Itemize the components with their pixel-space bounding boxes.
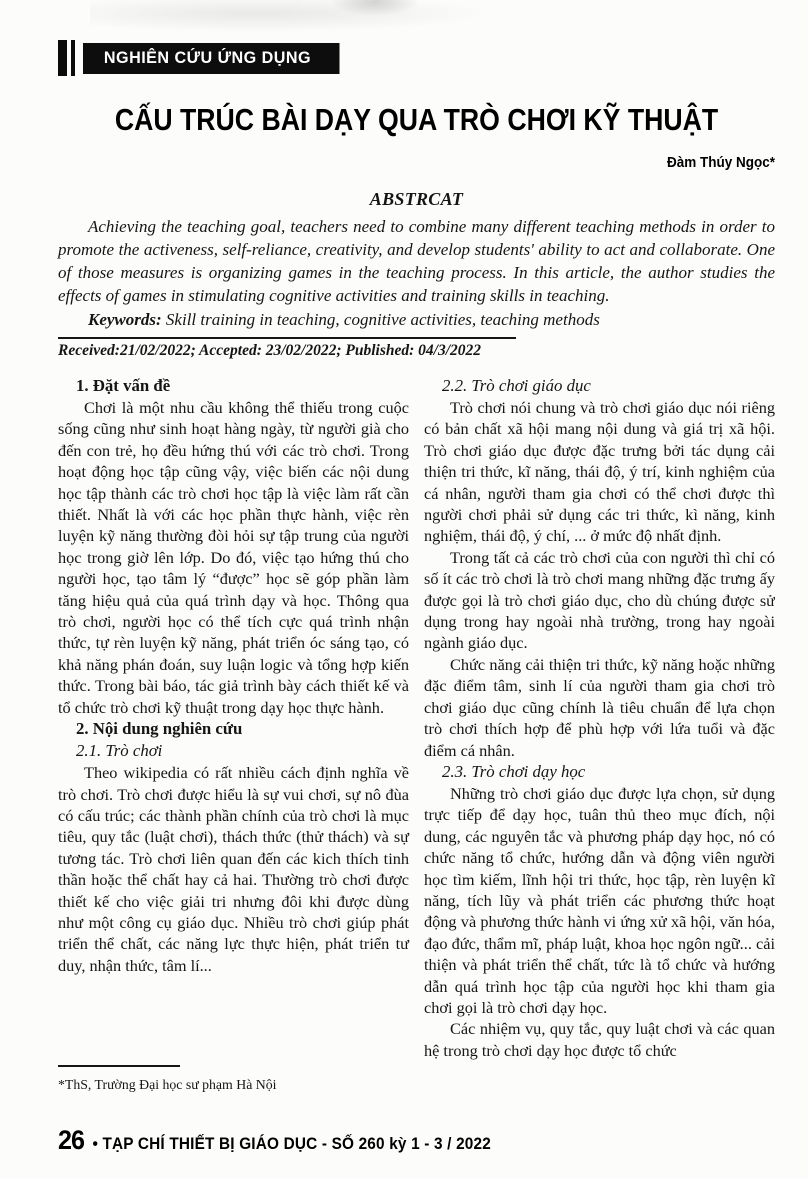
page-header	[58, 40, 775, 171]
body-paragraph: Chức năng cải thiện tri thức, kỹ năng hoặc những đặc điểm tâm, sinh lí của người tham gia chơi trò chơi giáo dục cũng chính là tiêu chuẩn để lựa chọn trò chơi thích hợp để phù hợp với lứa tuổi và đặc điểm cá nhân.	[424, 654, 775, 760]
subsection-heading: 2.1. Trò chơi	[76, 741, 163, 761]
badge-bar-icon	[58, 40, 67, 76]
section-heading: 1. Đặt vấn đề	[76, 376, 171, 395]
article-title: CẤU TRÚC BÀI DẠY QUA TRÒ CHƠI KỸ THUẬT	[114, 102, 719, 137]
keywords-label: Keywords:	[88, 310, 162, 329]
section-heading: 2. Nội dung nghiên cứu	[76, 719, 243, 739]
page-number: 26	[58, 1125, 85, 1155]
body-paragraph: Những trò chơi giáo dục được lựa chọn, sử dụng trực tiếp để dạy học, tuân thủ theo mục đích, nội dung, các nguyên tắc và phương pháp dạy học, nó có chức năng tổ chức, hướng dẫn và động viên người học tìm kiếm, lĩnh hội tri thức, học tập, rèn luyện kĩ năng, tích lũy và phát triển các phương thức hoạt động và phương thức hành vi ứng xử xã hội, văn hóa, đạo đức, thẩm mĩ, pháp luật, khoa học ngôn ngữ... cải thiện và phát triển thể chất, tức là tổ chức và hướng dẫn quá trình học tập của người học khi tham gia chơi gọi là trò chơi dạy học.	[424, 783, 775, 1017]
scan-smudge	[90, 0, 510, 34]
journal-title-line: • TẠP CHÍ THIẾT BỊ GIÁO DỤC - SỐ 260 kỳ 1 - 3 / 2022	[92, 1135, 491, 1153]
left-column	[58, 375, 409, 1101]
abstract-section	[58, 189, 775, 360]
keywords-line	[58, 308, 775, 331]
article-body-columns	[58, 375, 775, 1101]
scan-smudge	[330, 0, 420, 16]
author-name: Đàm Thúy Ngọc*	[666, 154, 775, 171]
footnote-rule	[58, 1065, 180, 1067]
subsection-heading: 2.3. Trò chơi dạy học	[442, 761, 586, 781]
keywords-text: Skill training in teaching, cognitive activities, teaching methods	[161, 310, 600, 329]
body-paragraph: Chơi là một nhu cầu không thể thiếu trong cuộc sống cũng như sinh hoạt hàng ngày, từ người già cho đến con trẻ, họ đều hứng thú với các trò chơi. Trong hoạt động học tập cũng vậy, việc biến các nội dung học tập thành các trò chơi học tập là việc làm rất cần thiết. Nhất là với các học phần thực hành, việc rèn luyện kỹ năng thường đòi hỏi sự tập trung của người học trong giờ lên lớp. Do đó, việc tạo hứng thú cho người học, tạo tâm lý “được” học sẽ góp phần làm tăng hiệu quả của quá trình dạy và học. Thông qua trò chơi, người học có thể tích cực quá trình nhận thức, tự rèn luyện kỹ năng, phát triển óc sáng tạo, có khả năng phán đoán, suy luận logic và tổng hợp kiến thức. Trong bài báo, tác giả trình bày cách thiết kế và tổ chức trò chơi kỹ thuật trong dạy học thực hành.	[58, 398, 409, 717]
dates-line: Received:21/02/2022; Accepted: 23/02/2022; Published: 04/3/2022	[58, 342, 482, 359]
body-paragraph: Các nhiệm vụ, quy tắc, quy luật chơi và các quan hệ trong trò chơi dạy học được tổ chức	[424, 1019, 775, 1060]
body-paragraph: Theo wikipedia có rất nhiều cách định nghĩa về trò chơi. Trò chơi được hiểu là sự vui chơi, sự nô đùa có cấu trúc; các thành phần chính của trò chơi là mục tiêu, quy tắc (luật chơi), thách thức (thử thách) và sự tương tác. Trò chơi liên quan đến các kich thích tinh thần hoặc thể chất hay cả hai. Thường trò chơi được thiết kế cho việc giải tri nhưng đôi khi được dùng như một công cụ giáo dục. Nhiều trò chơi giúp phát triển thể chất, các năng lực thực hiện, phát triển tư duy, nhận thức, tâm lí...	[58, 763, 409, 975]
body-paragraph: Trong tất cả các trò chơi của con người thì chỉ có số ít các trò chơi là trò chơi mang những đặc trưng ấy được gọi là trò chơi giáo dục, cho dù chúng được sử dụng trong hay ngoài nhà trường, trong hay ngoài ngành giáo dục.	[424, 547, 775, 653]
abstract-heading: ABSTRCAT	[369, 189, 464, 209]
badge-bar-icon	[71, 40, 75, 76]
subsection-heading: 2.2. Trò chơi giáo dục	[442, 376, 591, 395]
page-footer	[58, 1125, 725, 1156]
right-column	[424, 375, 775, 1101]
section-badge: NGHIÊN CỨU ỨNG DỤNG	[83, 43, 340, 74]
footnote	[58, 1065, 409, 1101]
divider-rule	[58, 337, 516, 339]
abstract-body: Achieving the teaching goal, teachers need to combine many different teaching methods in order to promote the activeness, self-reliance, creativity, and develop students' ability to act and collaborate. One of those measures is organizing games in the teaching process. In this article, the author studies the effects of games in stimulating cognitive activities and training skills in teaching.	[58, 217, 775, 305]
section-badge-row	[58, 40, 775, 76]
body-paragraph: Trò chơi nói chung và trò chơi giáo dục nói riêng có bản chất xã hội mang nội dung và giá trị xã hội. Trò chơi giáo dục được đặc trưng bởi tác dụng cải thiện tri thức, kĩ năng, thái độ, ý trí, kinh nghiệm của cá nhân, người tham gia chơi có thể chơi được thì người chơi phải sử dụng các tri thức, kì năng, kinh nghiệm, thái độ, ý chí, ... ở mức độ nhất định.	[424, 398, 775, 546]
footnote-text: *ThS, Trường Đại học sư phạm Hà Nội	[58, 1076, 277, 1092]
